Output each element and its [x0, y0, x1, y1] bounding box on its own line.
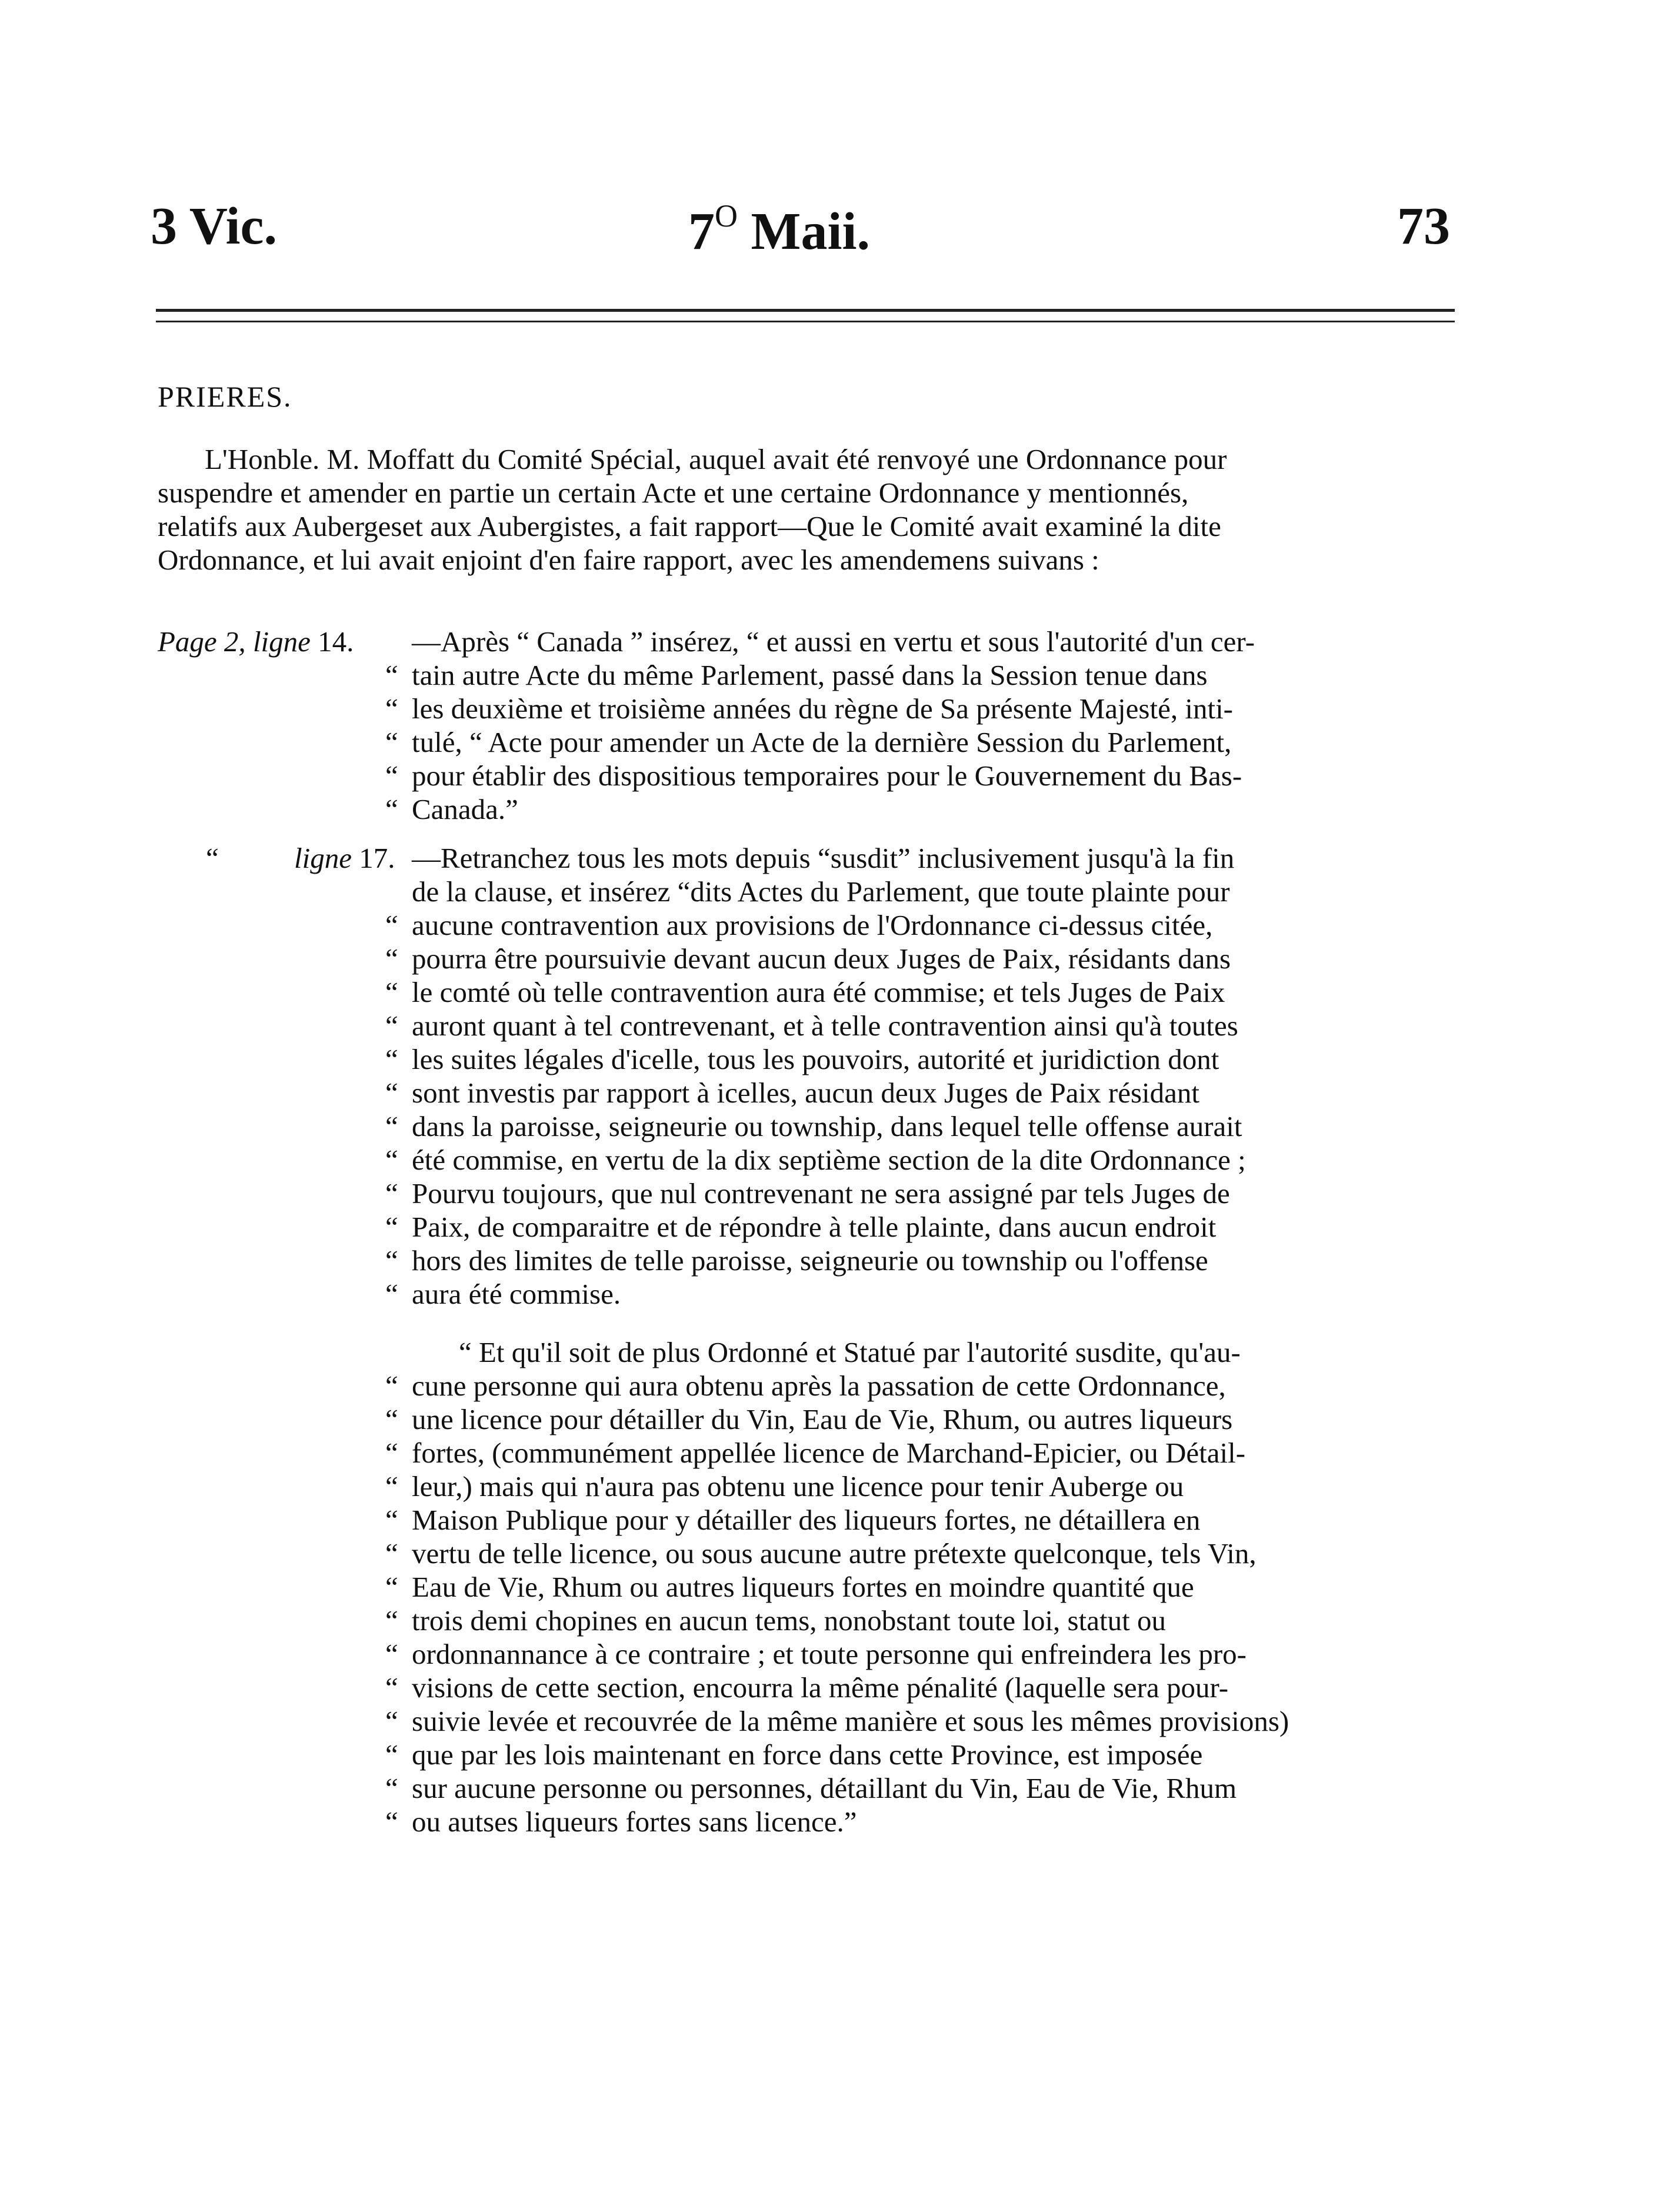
amendment-line: “ été commise, en vertu de la dix septième section de la dite Ordonnance ;: [385, 1144, 1246, 1176]
amendment-line: “ cune personne qui aura obtenu après la passation de cette Ordonnance,: [385, 1370, 1226, 1402]
intro-line: suspendre et amender en partie un certain Acte et une certaine Ordonnance y mentionnés,: [158, 477, 1189, 509]
amendment-2-ligne: ligne: [294, 842, 352, 874]
amendment-2-text: [385, 841, 1453, 1311]
amendment-line: “ les suites légales d'icelle, tous les pouvoirs, autorité et juridiction dont: [385, 1043, 1219, 1075]
amendment-1-line-number: 14.: [318, 625, 354, 658]
header-date-ordinal: O: [715, 198, 738, 234]
amendment-line: “ dans la paroisse, seigneurie ou township, dans lequel telle offense aurait: [385, 1110, 1242, 1142]
amendment-line: “ visions de cette section, encourra la même pénalité (laquelle sera pour-: [385, 1671, 1229, 1704]
header-rule-thin: [156, 321, 1455, 322]
amendment-line: “ pourra être poursuivie devant aucun deux Juges de Paix, résidants dans: [385, 942, 1231, 975]
amendment-line: “ aucune contravention aux provisions de l'Ordonnance ci-dessus citée,: [385, 909, 1213, 941]
amendment-line: “ Pourvu toujours, que nul contrevenant ne sera assigné par tels Juges de: [385, 1177, 1230, 1210]
header-rule-thick: [156, 309, 1455, 312]
amendment-line: de la clause, et insérez “dits Actes du Parlement, que toute plainte pour: [412, 875, 1230, 908]
intro-line: L'Honble. M. Moffatt du Comité Spécial, auquel avait été renvoyé une Ordonnance pour: [205, 443, 1227, 475]
amendment-line: “ Maison Publique pour y détailler des liqueurs fortes, ne détaillera en: [385, 1504, 1201, 1536]
amendment-1-page: Page 2,: [158, 625, 246, 658]
amendment-line: “ leur,) mais qui n'aura pas obtenu une licence pour tenir Auberge ou: [385, 1470, 1184, 1503]
amendment-line: —Après “ Canada ” insérez, “ et aussi en vertu et sous l'autorité d'un cer-: [412, 625, 1255, 658]
amendment-3-text: [385, 1335, 1453, 1838]
intro-line: Ordonnance, et lui avait enjoint d'en faire rapport, avec les amendemens suivans :: [158, 544, 1099, 576]
amendment-line: “ sur aucune personne ou personnes, détaillant du Vin, Eau de Vie, Rhum: [385, 1772, 1237, 1804]
amendment-line: “ ordonnannance à ce contraire ; et toute personne qui enfreindera les pro-: [385, 1638, 1247, 1670]
amendment-2-line-number: 17.: [359, 842, 395, 874]
amendment-2-quote: “: [206, 842, 219, 874]
amendment-line: “ les deuxième et troisième années du règne de Sa présente Majesté, inti-: [385, 692, 1233, 725]
amendment-1-text: [385, 625, 1453, 826]
page-number: 73: [1397, 197, 1450, 255]
amendment-1-ligne: ligne: [252, 625, 311, 658]
amendment-line: “ trois demi chopines en aucun tems, nonobstant toute loi, statut ou: [385, 1604, 1166, 1637]
amendment-line: “ Canada.”: [385, 793, 518, 825]
amendment-line: “ tulé, “ Acte pour amender un Acte de la dernière Session du Parlement,: [385, 726, 1232, 758]
amendment-line: “ aura été commise.: [385, 1278, 621, 1310]
intro-line: relatifs aux Aubergeset aux Aubergistes, a fait rapport—Que le Comité avait examiné la dite: [158, 510, 1221, 542]
amendment-2-label: [206, 841, 395, 875]
section-title: PRIERES.: [158, 380, 292, 413]
amendment-line: “ pour établir des dispositious temporaires pour le Gouvernement du Bas-: [385, 759, 1242, 792]
amendment-line: “ vertu de telle licence, ou sous aucune autre prétexte quelconque, tels Vin,: [385, 1537, 1257, 1570]
header-date-number: 7: [688, 202, 715, 261]
amendment-line: —Retranchez tous les mots depuis “susdit” inclusivement jusqu'à la fin: [412, 842, 1235, 874]
amendment-line: “ tain autre Acte du même Parlement, passé dans la Session tenue dans: [385, 659, 1208, 691]
header-regnal-year: 3 Vic.: [151, 197, 277, 255]
header-date-month: Maii.: [751, 202, 870, 261]
amendment-line: “ hors des limites de telle paroisse, seigneurie ou township ou l'offense: [385, 1244, 1208, 1277]
amendment-line: “ auront quant à tel contrevenant, et à telle contravention ainsi qu'à toutes: [385, 1010, 1238, 1042]
amendment-line: “ ou autses liqueurs fortes sans licence.”: [385, 1805, 857, 1838]
amendment-line: “ le comté où telle contravention aura été commise; et tels Juges de Paix: [385, 976, 1225, 1008]
amendment-1-label: [158, 625, 354, 658]
intro-paragraph: [158, 442, 1452, 577]
amendment-line: “ fortes, (communément appellée licence de Marchand-Epicier, ou Détail-: [385, 1437, 1246, 1469]
amendment-line: “ une licence pour détailler du Vin, Eau de Vie, Rhum, ou autres liqueurs: [385, 1403, 1233, 1435]
amendment-line: “ Eau de Vie, Rhum ou autres liqueurs fortes en moindre quantité que: [385, 1571, 1194, 1603]
amendment-line: “ Et qu'il soit de plus Ordonné et Statué par l'autorité susdite, qu'au-: [459, 1336, 1241, 1368]
amendment-line: “ suivie levée et recouvrée de la même manière et sous les mêmes provisions): [385, 1705, 1289, 1737]
header-date: [688, 198, 870, 261]
amendment-line: “ que par les lois maintenant en force dans cette Province, est imposée: [385, 1738, 1203, 1771]
amendment-line: “ Paix, de comparaitre et de répondre à telle plainte, dans aucun endroit: [385, 1211, 1217, 1243]
amendment-line: “ sont investis par rapport à icelles, aucun deux Juges de Paix résidant: [385, 1077, 1199, 1109]
